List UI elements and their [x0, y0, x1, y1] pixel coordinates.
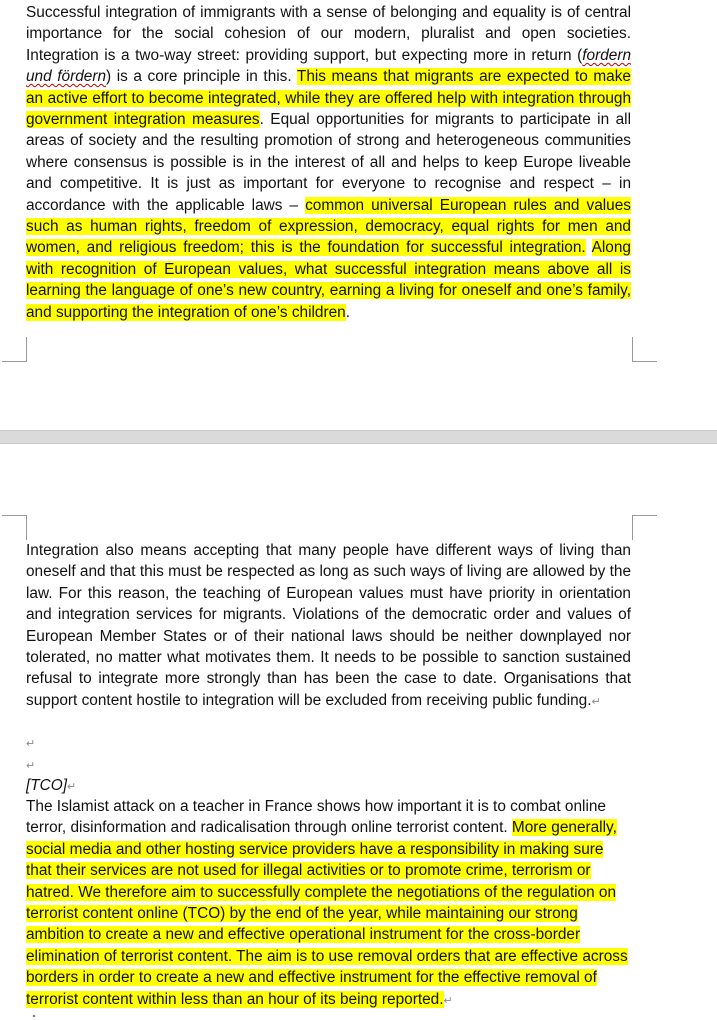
paragraph-mark: ↵: [443, 994, 453, 1007]
italic-term-und-foerdern: und fördern: [26, 68, 107, 86]
document-page-2: [0, 444, 717, 1020]
crop-mark-top-left: [2, 515, 27, 540]
highlight-successful-integration: Along with recognition of European values, what successful integration means above all is learning the language of one’s new country, earning a living for oneself and one’s family, and supporting the integration of one’s children: [26, 239, 631, 321]
section-heading-tco[interactable]: [TCO]↵: [26, 777, 77, 794]
paragraph-integration-acceptance[interactable]: Integration also means accepting that many people have different ways of living than oneself and that this must be respected as long as such ways of living are allowed by the law. For this reason, the teaching of European values must have priority in orientation and integration services for migrants. Violations of the democratic order and values of European Member States or of their national laws should be neither downplayed nor tolerated, no matter what motivates them. It needs to be possible to sanction sustained refusal to integrate more strongly than has been the case to date. Organisations that support content hostile to integration will be excluded from receiving public funding.↵: [26, 542, 631, 709]
empty-paragraph-mark: ↵: [26, 738, 36, 750]
paragraph-mark: ↵: [591, 695, 601, 708]
empty-paragraph-mark: ↵: [26, 760, 36, 772]
highlight-active-effort: This means that migrants are expected to make an active effort to become integrated, while they are offered help with integration through government integration measures: [26, 68, 631, 129]
page-separator: [0, 430, 717, 444]
crop-mark-bottom-left: [2, 337, 27, 362]
italic-term-fordern: fordern: [582, 46, 631, 64]
paragraph-mark: ↵: [67, 781, 77, 793]
page-marker-dot: [33, 1015, 35, 1017]
paragraph-tco[interactable]: The Islamist attack on a teacher in France shows how important it is to combat online terror, disinformation and radicalisation through online terrorist content. More generally, social media and other hosting service providers have a responsibility in making sure that their services are not used for illegal activities or to promote crime, terrorism or hatred. We therefore aim to successfully complete the negotiations of the regulation on terrorist content online (TCO) by the end of the year, while maintaining our strong ambition to create a new and effective operational instrument for the cross-border elimination of terrorist content. The aim is to use removal orders that are effective across borders in order to create a new and effective instrument for the effective removal of terrorist content within less than an hour of its being reported.↵: [26, 798, 628, 1008]
paragraph-integration-principles[interactable]: Successful integration of immigrants with a sense of belonging and equality is of central importance for the social cohesion of our modern, pluralist and open societies. Integration is a two-way street: providing support, but expecting more in return (fordern und fördern) is a core principle in this. This means that migrants are expected to make an active effort to become integrated, while they are offered help with integration through government integration measures. Equal opportunities for migrants to participate in all areas of society and the resulting promotion of strong and heterogeneous communities where consensus is possible is in the interest of all and helps to keep Europe liveable and competitive. It is just as important for everyone to recognise and respect – in accordance with the applicable laws – common universal European rules and values such as human rights, freedom of expression, democracy, equal rights for men and women, and religious freedom; this is the foundation for successful integration. Along with recognition of European values, what successful integration means above all is learning the language of one’s new country, earning a living for oneself and one’s family, and supporting the integration of one’s children.: [26, 4, 631, 321]
document-page-1: [0, 0, 717, 430]
highlight-european-values: common universal European rules and values such as human rights, freedom of expression, democracy, equal rights for men and women, and religious freedom; this is the foundation for successful integration.: [26, 196, 631, 257]
highlight-hosting-providers: social media and other hosting service providers have a responsibility in making sure that their services are not used for illegal activities or to promote crime, terrorism or hatred. We therefore aim to successfully complete the negotiations of the regulation on terrorist content online (TCO) by the end of the year, while maintaining our strong ambition to create a new and effective operational instrument for the cross-border elimination of terrorist content. The aim is to use removal orders that are effective across borders in order to create a new and effective instrument for the effective removal of terrorist content within less than an hour of its being reported.: [26, 840, 628, 1008]
crop-mark-top-right: [632, 515, 657, 540]
highlight-more-generally: More generally,: [511, 819, 617, 837]
crop-mark-bottom-right: [632, 337, 657, 362]
